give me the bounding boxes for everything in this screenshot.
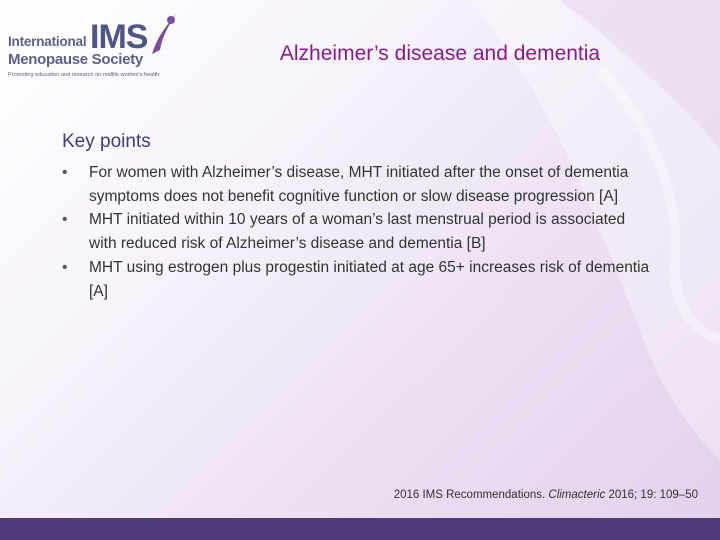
citation: [394, 489, 698, 501]
key-points-list: [62, 161, 652, 303]
logo-tagline: Promoting education and research on midlife women's health: [8, 72, 160, 78]
list-item-text: MHT initiated within 10 years of a woman’s last menstrual period is associated with reduced risk of Alzheimer’s disease and dementia [B]: [89, 211, 626, 253]
footer-bar: [0, 518, 720, 540]
list-item-text: For women with Alzheimer’s disease, MHT initiated after the onset of dementia symptoms does not benefit cognitive function or slow disease progression [A]: [89, 164, 629, 205]
citation-journal: Climacteric: [548, 489, 606, 501]
ims-logo: [4, 6, 180, 82]
swoosh-icon: [144, 10, 180, 60]
list-item: [62, 256, 652, 303]
logo-acronym: IMS: [90, 18, 148, 56]
logo-international-text: International: [8, 34, 87, 49]
bullet-icon: •: [62, 164, 68, 181]
citation-prefix: 2016 IMS Recommendations.: [393, 489, 549, 501]
list-item: [62, 208, 652, 255]
bullet-icon: •: [62, 211, 68, 229]
section-heading: Key points: [62, 131, 151, 152]
list-item-text: MHT using estrogen plus progestin initiated at age 65+ increases risk of dementia [A]: [89, 258, 650, 300]
list-item: [62, 161, 652, 208]
slide-title: Alzheimer’s disease and dementia: [279, 42, 601, 65]
bullet-icon: •: [62, 258, 68, 276]
logo-society-text: Menopause Society: [8, 51, 143, 68]
citation-suffix: 2016; 19: 109–50: [605, 489, 698, 501]
